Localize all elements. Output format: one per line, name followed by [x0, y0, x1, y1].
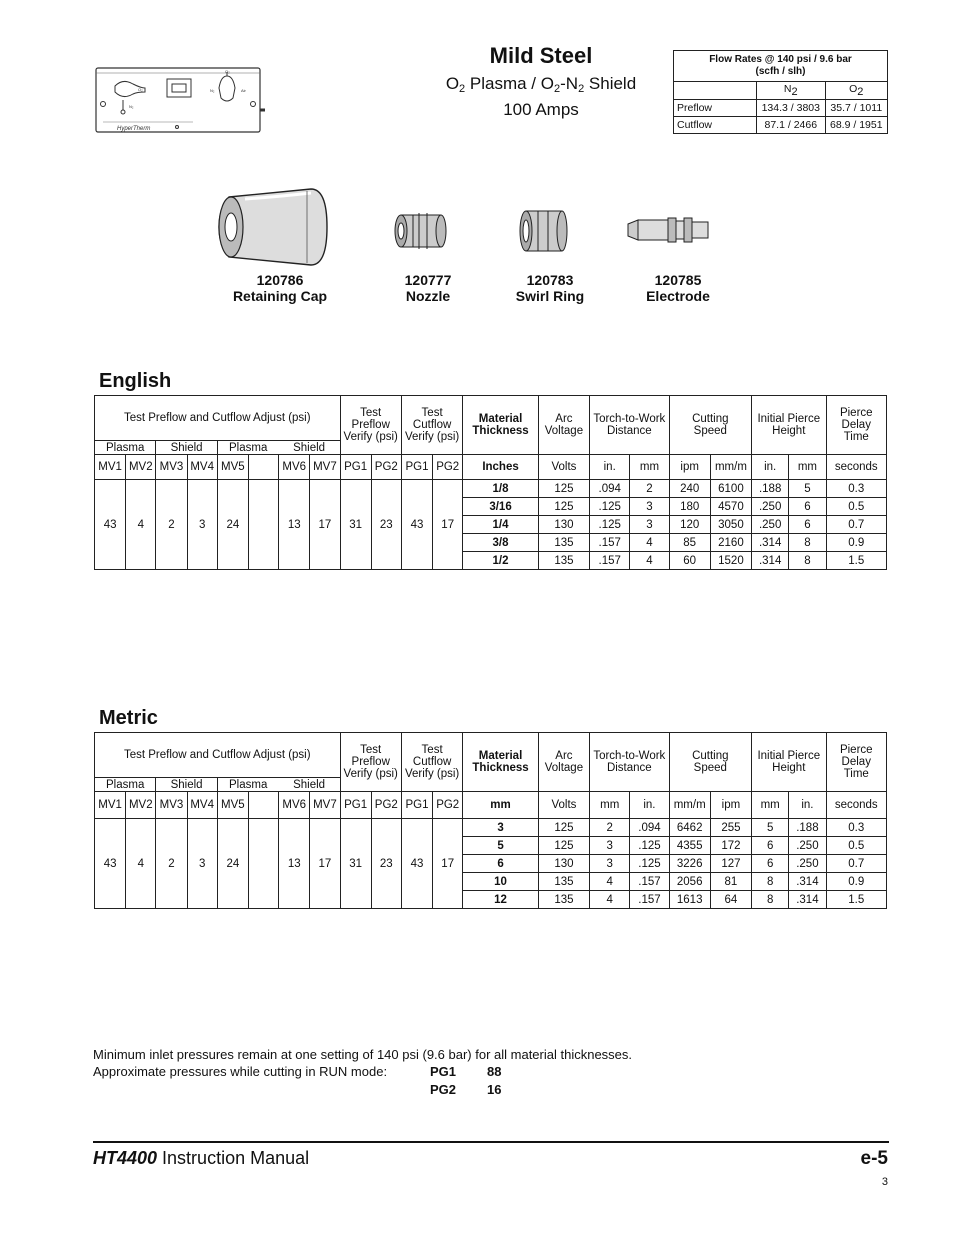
- group-plasma: Plasma: [217, 441, 278, 455]
- setting-value: 4: [126, 819, 156, 909]
- table-row: 1/2 135 .157 4 60 1520 .314 8 1.5: [95, 552, 887, 570]
- svg-text:N₂: N₂: [129, 104, 134, 109]
- valve-label: MV4: [187, 455, 217, 480]
- unit-label: mm/m: [669, 792, 710, 819]
- unit-label: in.: [590, 455, 630, 480]
- unit-label: mm: [752, 792, 789, 819]
- header-arc-voltage: Arc Voltage: [538, 733, 589, 792]
- valve-label: MV1: [95, 792, 126, 819]
- unit-label: mm: [630, 455, 669, 480]
- process-subtitle: $O_2$ Plasma / $O_2-N_2$ Shield: [445, 74, 637, 95]
- table-row: 43 4 2 3 24 13 17 31 23 43 17 3 125 2 .094 6462 255 5 .188 0.3: [95, 819, 887, 837]
- table-row: 5 125 3 .125 4355 172 6 .250 0.5: [95, 837, 887, 855]
- setting-value: 2: [156, 480, 187, 570]
- unit-label: ipm: [710, 792, 751, 819]
- group-shield: Shield: [279, 778, 340, 792]
- pg2-value: 16: [487, 1082, 502, 1097]
- unit-label: seconds: [826, 455, 886, 480]
- section-page-id: e-5: [860, 1148, 888, 1169]
- part-retaining-cap: 120786 Retaining Cap: [232, 272, 328, 304]
- header-test-adjust: Test Preflow and Cutflow Adjust (psi): [95, 733, 341, 778]
- retaining-cap-image: [215, 185, 335, 270]
- unit-label: Volts: [538, 455, 589, 480]
- gauge-label: PG1: [340, 792, 371, 819]
- manual-title: HT4400 Instruction Manual: [93, 1148, 310, 1168]
- page-title: Mild Steel: [489, 43, 593, 68]
- flow-col-o2: $O_2$: [825, 82, 887, 100]
- header-pierce-height: Initial Pierce Height: [752, 396, 826, 455]
- english-heading: English: [99, 370, 172, 392]
- part-nozzle: 120777 Nozzle: [404, 272, 452, 304]
- setting-value: 31: [340, 819, 371, 909]
- valve-label: MV7: [310, 455, 340, 480]
- footer-rule: [93, 1141, 889, 1143]
- setting-value: 3: [187, 819, 217, 909]
- valve-label: MV1: [95, 455, 126, 480]
- table-row: 43 4 2 3 24 13 17 31 23 43 17 1/8 125 .094 2 240 6100 .188 5 0.3: [95, 480, 887, 498]
- valve-label: MV7: [310, 792, 340, 819]
- valve-label: MV4: [187, 792, 217, 819]
- unit-label: mm/m: [710, 455, 751, 480]
- metric-heading: Metric: [99, 707, 158, 729]
- flow-row: Preflow 134.3 / 3803 35.7 / 1011: [674, 100, 888, 117]
- svg-text:HyperTherm: HyperTherm: [117, 126, 151, 132]
- valve-label: MV3: [156, 455, 187, 480]
- header-test-cutflow: Test Cutflow Verify (psi): [401, 396, 462, 455]
- run-mode-note: Approximate pressures while cutting in RUN mode:: [93, 1064, 388, 1079]
- valve-label: MV5: [217, 455, 248, 480]
- gauge-label: PG1: [401, 455, 432, 480]
- unit-label: seconds: [826, 792, 886, 819]
- unit-label: in.: [752, 455, 789, 480]
- setting-value: 24: [217, 480, 248, 570]
- amperage: 100 Amps: [503, 100, 579, 119]
- gas-console-illustration: [93, 64, 273, 140]
- part-swirl-ring: 120783 Swirl Ring: [515, 272, 585, 304]
- table-row: 1/4 130 .125 3 120 3050 .250 6 0.7: [95, 516, 887, 534]
- setting-value: 17: [310, 480, 340, 570]
- gauge-label: PG2: [433, 455, 463, 480]
- valve-label: MV2: [126, 792, 156, 819]
- part-electrode: 120785 Electrode: [646, 272, 710, 304]
- table-row: 6 130 3 .125 3226 127 6 .250 0.7: [95, 855, 887, 873]
- metric-cut-chart: [94, 732, 887, 909]
- unit-label: mm: [789, 455, 826, 480]
- header-torch-distance: Torch-to-Work Distance: [590, 396, 669, 455]
- header-test-cutflow: Test Cutflow Verify (psi): [401, 733, 462, 792]
- unit-label: Volts: [538, 792, 589, 819]
- svg-text:O₂: O₂: [225, 69, 230, 74]
- setting-value: 17: [433, 480, 463, 570]
- inlet-pressure-note: Minimum inlet pressures remain at one setting of 140 psi (9.6 bar) for all material thicknesses.: [93, 1047, 633, 1062]
- setting-value: 13: [279, 819, 310, 909]
- page-number: 3: [881, 1176, 888, 1188]
- svg-text:O₂: O₂: [138, 87, 143, 92]
- group-plasma: Plasma: [95, 441, 156, 455]
- nozzle-image: [393, 205, 453, 257]
- header-torch-distance: Torch-to-Work Distance: [590, 733, 669, 792]
- table-row: 10 135 4 .157 2056 81 8 .314 0.9: [95, 873, 887, 891]
- setting-value: 43: [401, 819, 432, 909]
- pg2-label: PG2: [430, 1082, 457, 1097]
- table-row: 12 135 4 .157 1613 64 8 .314 1.5: [95, 891, 887, 909]
- electrode-image: [624, 212, 714, 248]
- valve-label: MV3: [156, 792, 187, 819]
- header-test-adjust: Test Preflow and Cutflow Adjust (psi): [95, 396, 341, 441]
- setting-value: 31: [340, 480, 371, 570]
- header-arc-voltage: Arc Voltage: [538, 396, 589, 455]
- swirl-ring-image: [518, 205, 574, 257]
- setting-value: 3: [187, 480, 217, 570]
- header-cutting-speed: Cutting Speed: [669, 733, 752, 792]
- group-plasma: Plasma: [95, 778, 156, 792]
- setting-value: 43: [401, 480, 432, 570]
- table-row: 3/8 135 .157 4 85 2160 .314 8 0.9: [95, 534, 887, 552]
- header-test-preflow: Test Preflow Verify (psi): [340, 396, 401, 455]
- gauge-label: PG1: [340, 455, 371, 480]
- valve-label: MV6: [279, 455, 310, 480]
- group-shield: Shield: [156, 778, 217, 792]
- unit-label: mm: [590, 792, 630, 819]
- valve-label: MV2: [126, 455, 156, 480]
- valve-label: MV6: [279, 792, 310, 819]
- group-shield: Shield: [279, 441, 340, 455]
- setting-value: 17: [310, 819, 340, 909]
- english-cut-chart: [94, 395, 887, 570]
- svg-text:Air: Air: [241, 88, 246, 93]
- unit-label: mm: [463, 792, 538, 819]
- header-material-thickness: Material Thickness: [463, 396, 538, 455]
- header-test-preflow: Test Preflow Verify (psi): [340, 733, 401, 792]
- svg-text:N₂: N₂: [210, 88, 215, 93]
- gauge-label: PG2: [433, 792, 463, 819]
- header-material-thickness: Material Thickness: [463, 733, 538, 792]
- setting-value: 4: [126, 480, 156, 570]
- header-pierce-delay: Pierce Delay Time: [826, 733, 886, 792]
- group-shield: Shield: [156, 441, 217, 455]
- valve-label: MV5: [217, 792, 248, 819]
- gauge-label: PG1: [401, 792, 432, 819]
- pg1-value: 88: [487, 1064, 502, 1079]
- setting-value: 23: [371, 480, 401, 570]
- unit-label: ipm: [669, 455, 710, 480]
- unit-label: Inches: [463, 455, 538, 480]
- flow-col-n2: $N_2$: [757, 82, 826, 100]
- group-plasma: Plasma: [217, 778, 278, 792]
- setting-value: 17: [433, 819, 463, 909]
- table-row: 3/16 125 .125 3 180 4570 .250 6 0.5: [95, 498, 887, 516]
- flow-rates-title: Flow Rates @ 140 psi / 9.6 bar (scfh / slh): [674, 51, 888, 82]
- setting-value: 24: [217, 819, 248, 909]
- unit-label: in.: [630, 792, 669, 819]
- header-pierce-height: Initial Pierce Height: [752, 733, 826, 792]
- gauge-label: PG2: [371, 792, 401, 819]
- gauge-label: PG2: [371, 455, 401, 480]
- pg1-label: PG1: [430, 1064, 457, 1079]
- unit-label: in.: [789, 792, 826, 819]
- setting-value: 13: [279, 480, 310, 570]
- header-cutting-speed: Cutting Speed: [669, 396, 752, 455]
- setting-value: 43: [95, 819, 126, 909]
- flow-row: Cutflow 87.1 / 2466 68.9 / 1951: [674, 117, 888, 134]
- flow-rates-table: [673, 50, 888, 134]
- setting-value: 43: [95, 480, 126, 570]
- setting-value: 23: [371, 819, 401, 909]
- header-pierce-delay: Pierce Delay Time: [826, 396, 886, 455]
- setting-value: 2: [156, 819, 187, 909]
